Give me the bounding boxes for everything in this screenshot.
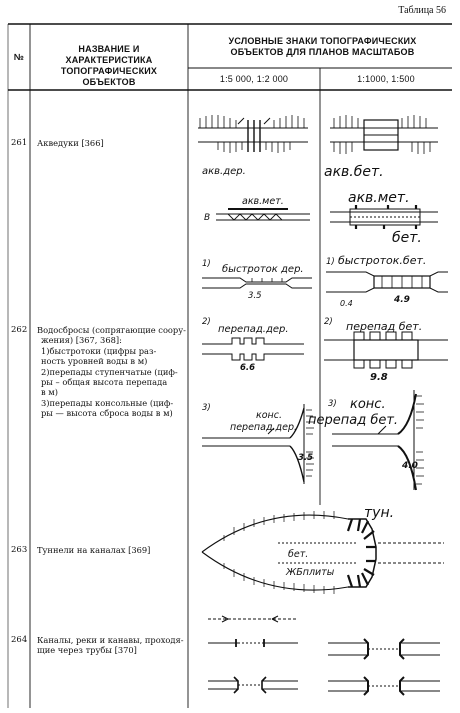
label-kons-left: конс. xyxy=(256,410,283,421)
row-name-261: Акведуки [366] xyxy=(37,138,104,148)
row-262-line: 3)перепады консольные (циф- xyxy=(41,397,174,408)
label-akv-met-left: акв.мет. xyxy=(242,196,284,207)
label-v04: 0.4 xyxy=(340,299,353,308)
row-name-262 xyxy=(37,325,187,419)
row-262-line: ры — высота сброса воды в м) xyxy=(41,408,173,419)
row-262-line: 2)перепады ступенчатые (циф- xyxy=(41,366,178,377)
header-scale-left: 1:5 000, 1:2 000 xyxy=(219,74,289,84)
label-v98: 9.8 xyxy=(370,372,388,383)
label-v40: 4.0 xyxy=(402,461,418,471)
label-kons-right: конс. xyxy=(350,397,386,412)
header-name: НАЗВАНИЕ И ХАРАКТЕРИСТИКА ТОПОГРАФИЧЕСКИХ ОБЪЕКТОВ xyxy=(60,44,158,87)
label-tun: тун. xyxy=(364,505,395,521)
row-262-line: ность уровней воды в м) xyxy=(41,356,148,367)
header-symbols: УСЛОВНЫЕ ЗНАКИ ТОПОГРАФИЧЕСКИХ ОБЪЕКТОВ ДЛЯ ПЛАНОВ МАСШТАБОВ xyxy=(228,36,417,57)
row-name-264 xyxy=(37,635,187,656)
label-perepad-der: перепад.дер. xyxy=(218,324,289,335)
row-number-263: 263 xyxy=(11,545,28,555)
label-perepad-bet: перепад бет. xyxy=(346,320,423,333)
label-n2-left: 2) xyxy=(202,317,211,327)
label-n1-right: 1) xyxy=(326,257,335,267)
label-bystrotok-der: быстроток дер. xyxy=(222,264,304,275)
row-number-262: 262 xyxy=(11,325,28,335)
label-akv-met-right: акв.мет. xyxy=(348,190,410,206)
label-bet-tunnel: бет. xyxy=(288,549,309,560)
row-264-line: Каналы, реки и канавы, проходя- xyxy=(37,635,184,645)
header-scale-right: 1:1000, 1:500 xyxy=(357,74,415,84)
row-262-line: 1)быстротоки (цифры раз- xyxy=(41,345,157,356)
row-264-line: щие через трубы [370] xyxy=(37,645,137,656)
label-akv-der: акв.дер. xyxy=(202,166,246,177)
row-262-line: в м) xyxy=(41,387,58,398)
pipe-crossing-symbols xyxy=(188,605,452,705)
label-n1-left: 1) xyxy=(202,259,211,269)
label-akv-bet: акв.бет. xyxy=(324,164,384,180)
label-n3-left: 3) xyxy=(202,403,211,413)
spillway-symbols xyxy=(188,250,452,505)
row-number-264: 264 xyxy=(11,635,28,645)
label-v35b: 3.5 xyxy=(298,453,314,463)
row-262-line: ры – общая высота перепада xyxy=(41,377,168,388)
page-label: Таблица 56 xyxy=(398,5,446,16)
row-262-line: жения) [367, 368]: xyxy=(41,335,122,346)
label-v35: 3.5 xyxy=(248,291,262,301)
label-kons-perepad-bet: перепад бет. xyxy=(308,413,399,428)
label-v66: 6.6 xyxy=(240,363,256,373)
row-number-261: 261 xyxy=(11,138,28,148)
label-v49: 4.9 xyxy=(394,295,410,305)
label-kons-perepad-der: перепад.дер. xyxy=(230,422,298,433)
row-262-line: Водосбросы (сопрягающие соору- xyxy=(37,325,186,335)
label-b: В xyxy=(204,213,211,223)
label-bet-right: бет. xyxy=(392,230,422,246)
label-n2-right: 2) xyxy=(324,317,333,327)
label-bystrotok-bet: быстроток.бет. xyxy=(338,254,427,267)
label-n3-right: 3) xyxy=(328,399,337,409)
tunnel-symbols xyxy=(188,505,452,605)
label-zhb: ЖБплиты xyxy=(286,567,335,578)
header-num: № xyxy=(13,52,25,62)
aqueduct-symbols xyxy=(188,90,452,250)
row-name-263: Туннели на каналах [369] xyxy=(37,545,151,555)
